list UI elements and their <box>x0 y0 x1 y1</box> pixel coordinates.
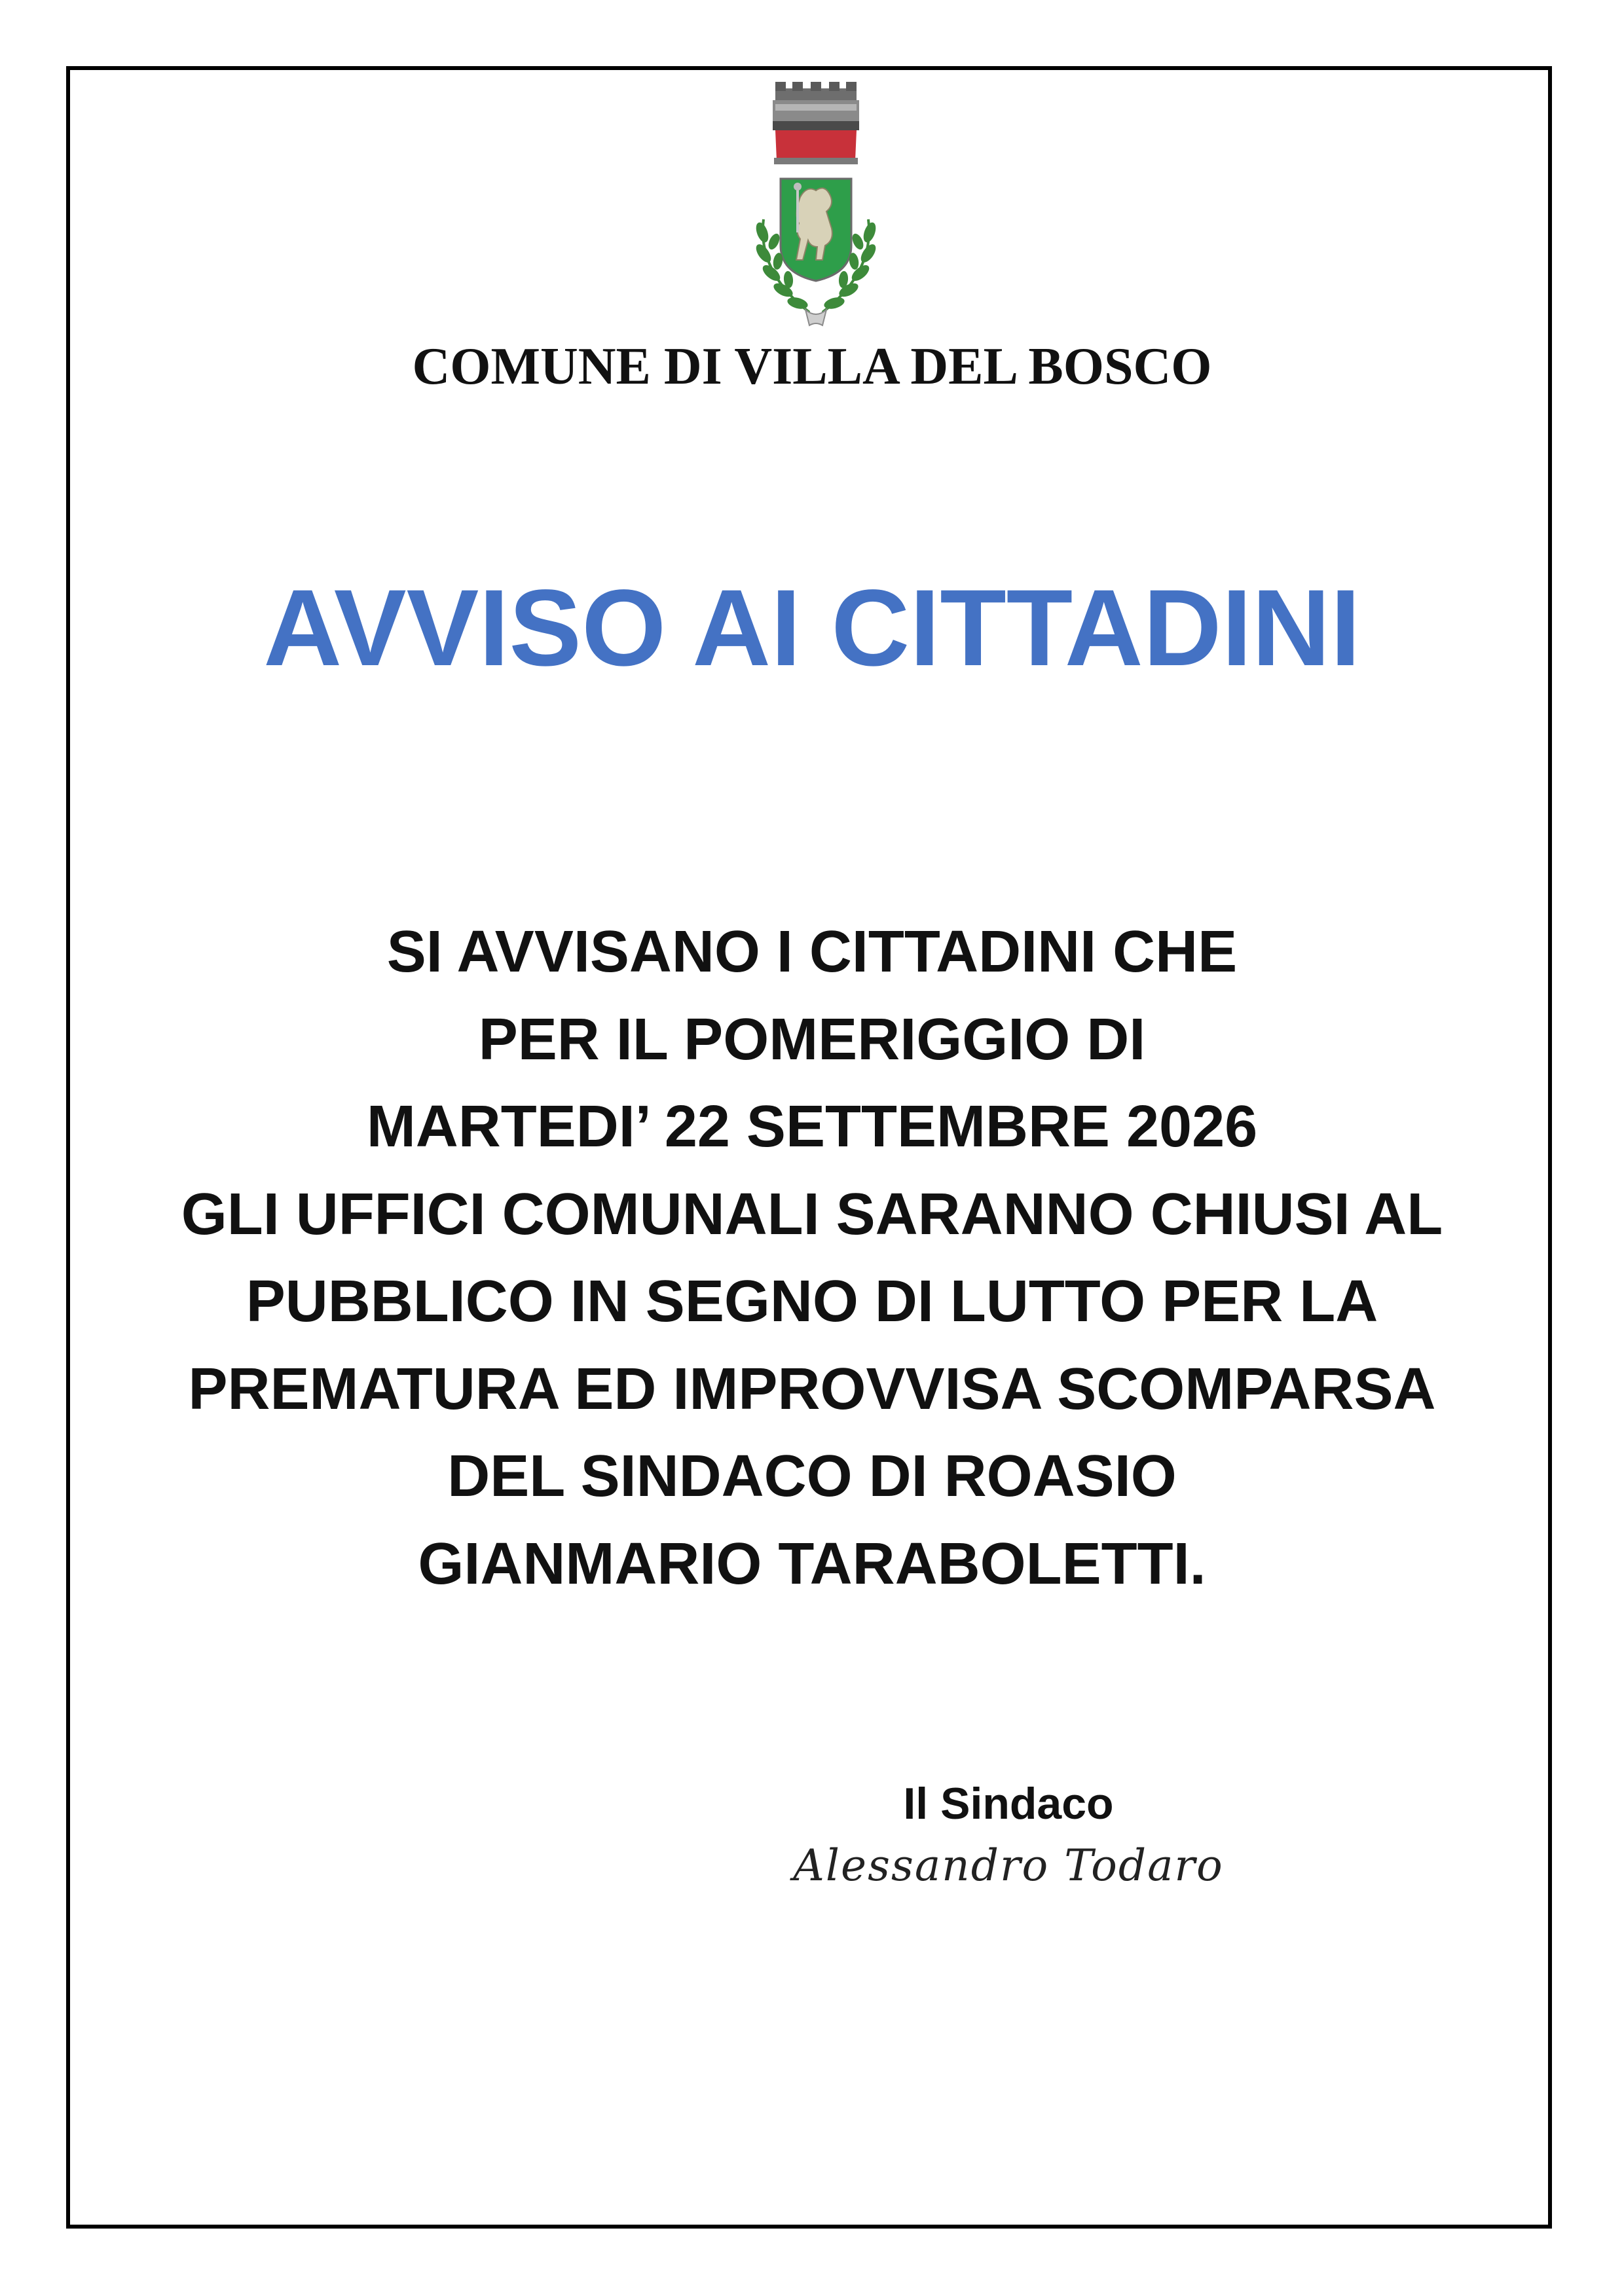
signature-block <box>786 1771 1231 1895</box>
notice-body-line: PREMATURA ED IMPROVVISA SCOMPARSA <box>188 1356 1436 1422</box>
notice-title: AVVISO AI CITTADINI <box>263 568 1361 689</box>
signer-role: Il Sindaco <box>903 1779 1114 1829</box>
notice-body-line: PUBBLICO IN SEGNO DI LUTTO PER LA <box>246 1269 1378 1334</box>
municipality-name: COMUNE DI VILLA DEL BOSCO <box>412 338 1212 395</box>
notice-body-line: MARTEDI’ 22 SETTEMBRE 2026 <box>366 1094 1258 1159</box>
signer-signature: Alessandro Todaro <box>793 1840 1224 1891</box>
notice-body-line: PER IL POMERIGGIO DI <box>478 1006 1146 1072</box>
shield-icon <box>781 179 851 281</box>
notice-body <box>0 909 1624 1608</box>
notice-body-line: DEL SINDACO DI ROASIO <box>447 1444 1177 1509</box>
notice-body-line: GLI UFFICI COMUNALI SARANNO CHIUSI AL <box>181 1181 1443 1247</box>
notice-body-line: SI AVVISANO I CITTADINI CHE <box>386 919 1238 985</box>
crown-icon <box>773 82 859 164</box>
notice-body-line: GIANMARIO TARABOLETTI. <box>418 1531 1206 1597</box>
municipal-coat-of-arms-icon <box>737 82 895 337</box>
